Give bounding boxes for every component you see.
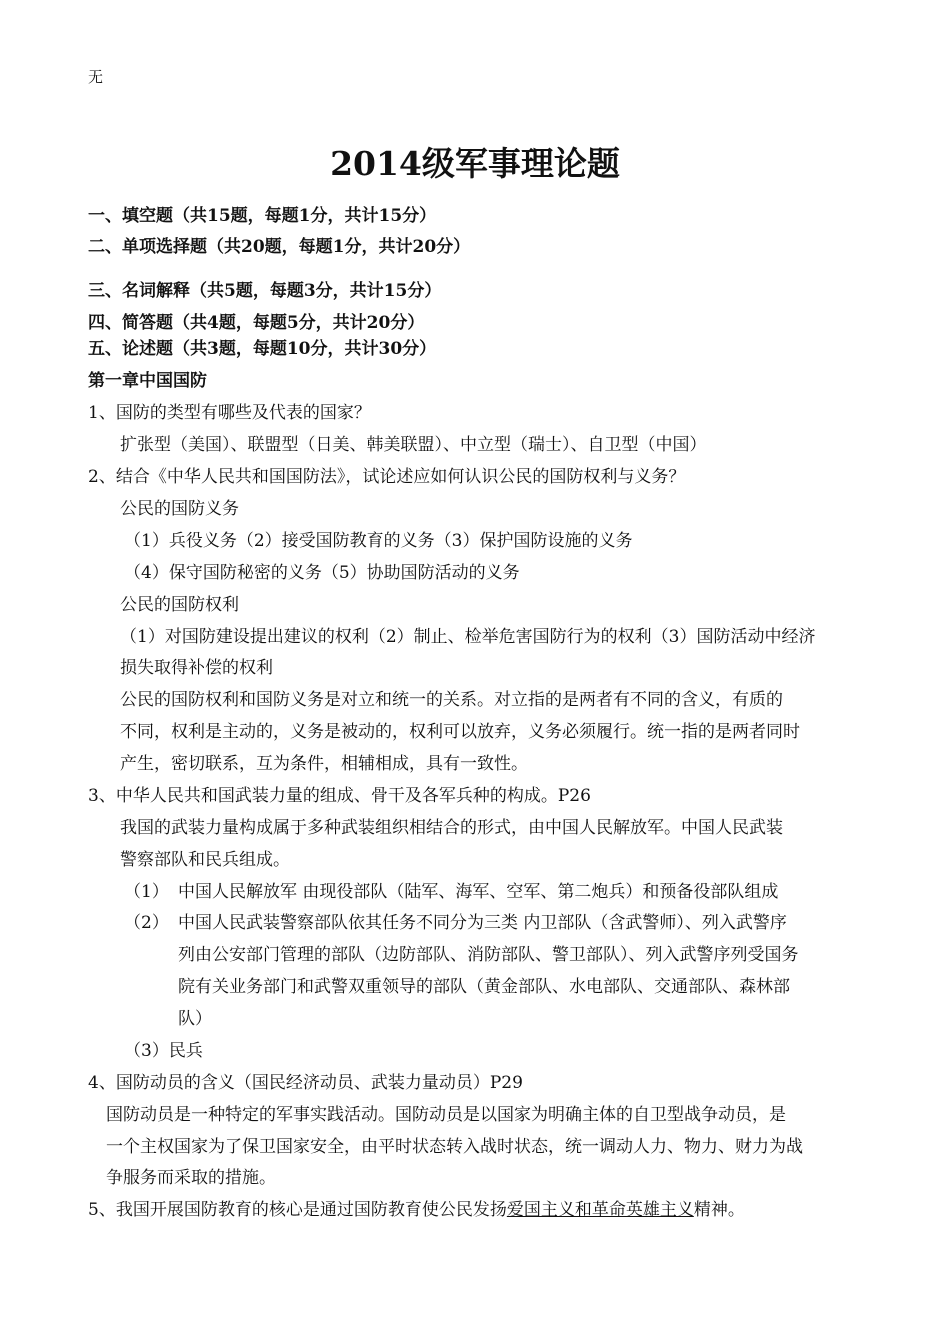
answer-3-item-2-cont: 队） [178,1009,212,1029]
question-2: 2、结合《中华人民共和国国防法》，试论述应如何认识公民的国防权利与义务？ [88,467,686,487]
corner-note: 无 [88,68,104,86]
answer-3-item-3: （3）民兵 [124,1041,203,1061]
answer-2-relation-line: 不同，权利是主动的，义务是被动的，权利可以放弃，义务必须履行。统一指的是两者同时 [120,722,800,742]
chapter-heading: 第一章中国国防 [88,371,207,391]
answer-4-line: 一个主权国家为了保卫国家安全，由平时状态转入战时状态，统一调动人力、物力、财力为战 [106,1137,803,1157]
item-label: （1） [124,882,169,902]
question-5 [88,1195,745,1220]
answer-3-item-2-cont: 列由公安部门管理的部队（边防部队、消防部队、警卫部队）、列入武警序列受国务 [178,945,799,965]
item-text: 中国人民武装警察部队依其任务不同分为三类 内卫部队（含武警师）、列入武警序 [178,913,787,933]
answer-3-intro-line: 警察部队和民兵组成。 [120,850,290,870]
question-4: 4、国防动员的含义（国民经济动员、武装力量动员）P29 [88,1073,523,1093]
section-short-answer: 四、简答题（共4题，每题5分，共计20分） [88,313,425,333]
answer-3-item-2-cont: 院有关业务部门和武警双重领导的部队（黄金部队、水电部队、交通部队、森林部 [178,977,790,997]
section-single-choice: 二、单项选择题（共20题，每题1分，共计20分） [88,237,471,257]
answer-4-line: 争服务而采取的措施。 [106,1168,276,1188]
section-essay: 五、论述题（共3题，每题10分，共计30分） [88,339,437,359]
question-5-answer-underlined: 爱国主义和革命英雄主义 [506,1200,694,1220]
answer-2-duty-line: （1）兵役义务（2）接受国防教育的义务（3）保护国防设施的义务 [124,531,633,551]
section-term-explanation: 三、名词解释（共5题，每题3分，共计15分） [88,281,442,301]
answer-2-duty-line: （4）保守国防秘密的义务（5）协助国防活动的义务 [124,563,520,583]
answer-2-right-heading: 公民的国防权利 [120,595,239,615]
page-title: 2014级军事理论题 [330,144,620,183]
question-5-prefix: 5、我国开展国防教育的核心是通过国防教育使公民发扬 [88,1200,507,1220]
answer-4-line: 国防动员是一种特定的军事实践活动。国防动员是以国家为明确主体的自卫型战争动员，是 [106,1105,786,1125]
answer-2-right-line: 损失取得补偿的权利 [120,658,273,678]
answer-2-right-line: （1）对国防建设提出建议的权利（2）制止、检举危害国防行为的权利（3）国防活动中经济 [120,627,816,647]
question-5-suffix: 精神。 [693,1200,745,1220]
item-text: 中国人民解放军 由现役部队（陆军、海军、空军、第二炮兵）和预备役部队组成 [178,882,779,902]
answer-1: 扩张型（美国）、联盟型（日美、韩美联盟）、中立型（瑞士）、自卫型（中国） [120,435,707,455]
answer-2-relation-line: 公民的国防权利和国防义务是对立和统一的关系。对立指的是两者有不同的含义，有质的 [120,690,783,710]
answer-2-relation-line: 产生，密切联系，互为条件，相辅相成，具有一致性。 [120,754,528,774]
question-3: 3、中华人民共和国武装力量的组成、骨干及各军兵种的构成。P26 [88,786,591,806]
answer-3-item-2 [124,908,787,933]
item-label: （2） [124,913,169,933]
question-1: 1、国防的类型有哪些及代表的国家？ [88,403,371,423]
answer-3-item-1 [124,877,778,902]
section-fill-blank: 一、填空题（共15题，每题1分，共计15分） [88,206,437,226]
answer-3-intro-line: 我国的武装力量构成属于多种武装组织相结合的形式，由中国人民解放军。中国人民武装 [120,818,783,838]
answer-2-duty-heading: 公民的国防义务 [120,499,239,519]
